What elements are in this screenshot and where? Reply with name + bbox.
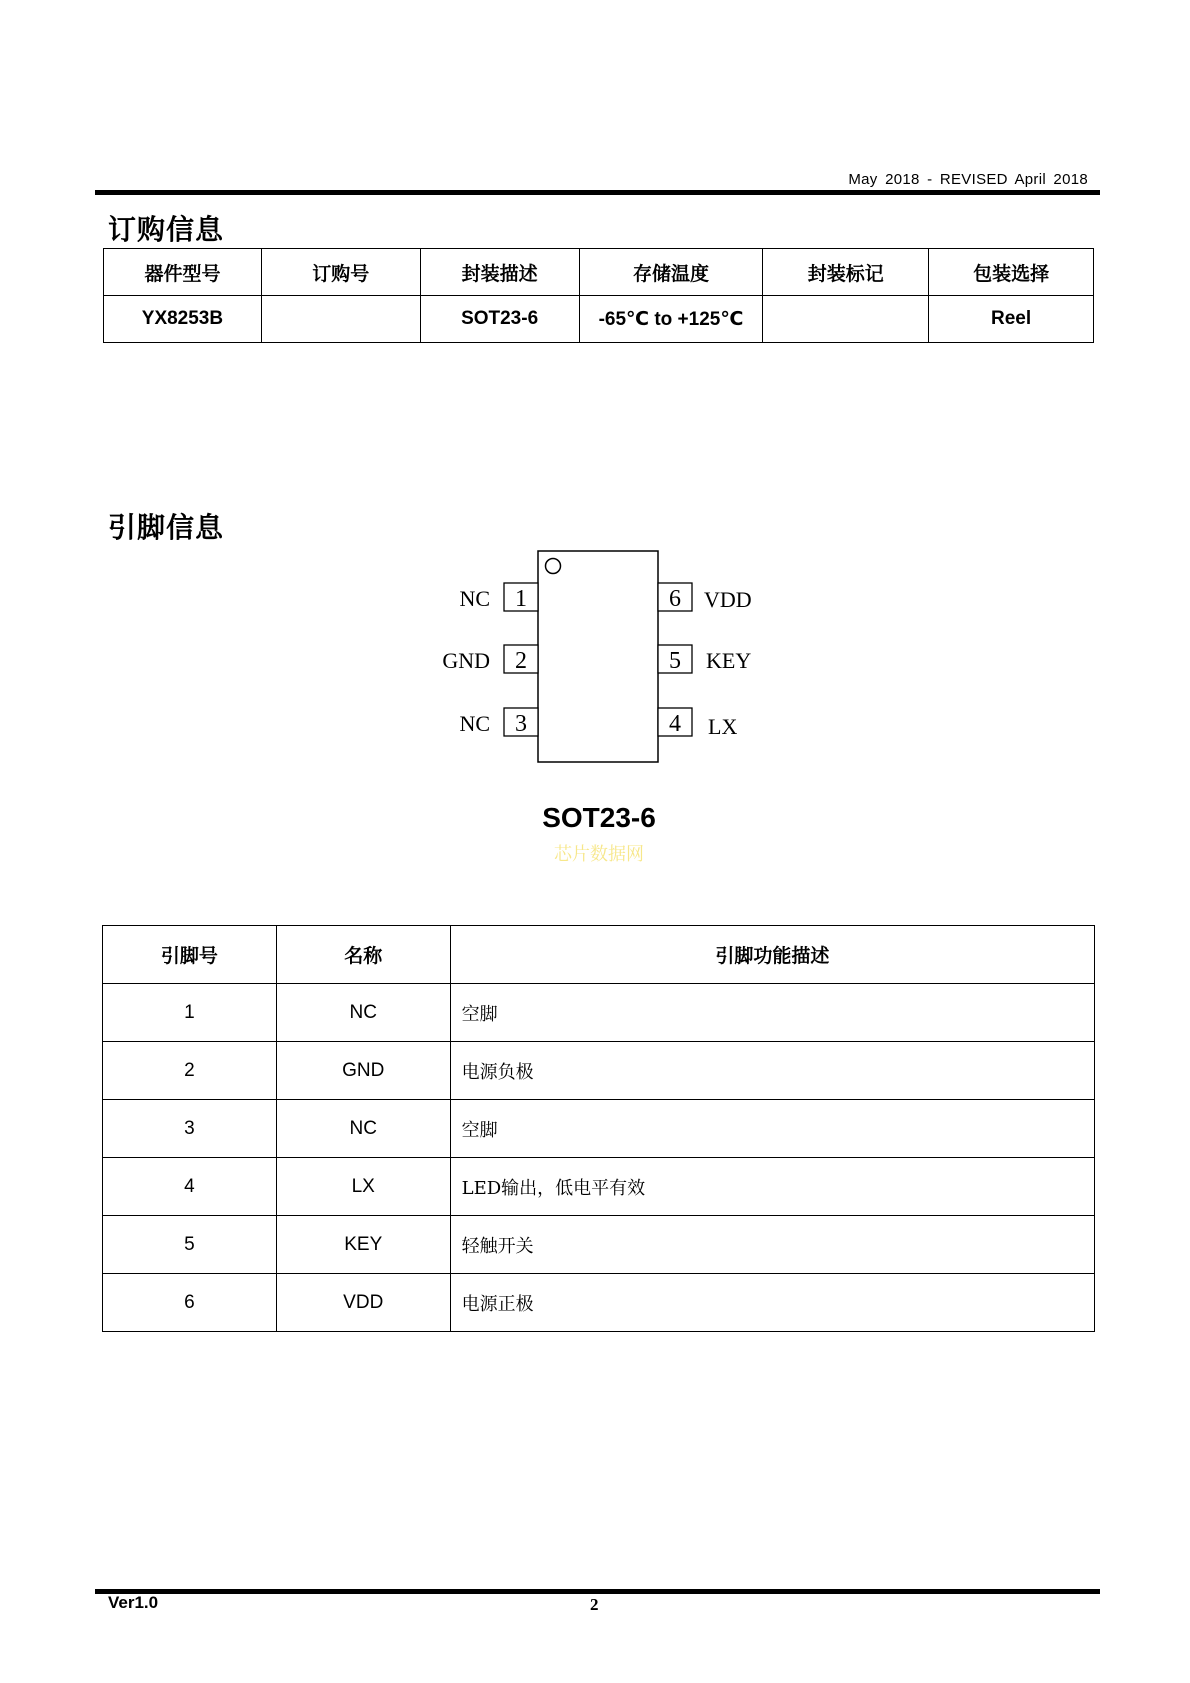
- table-row: [103, 984, 1095, 1042]
- pin-number: 2: [515, 648, 527, 674]
- pin-number: 5: [669, 648, 681, 674]
- pin-number: 4: [669, 711, 681, 737]
- pin-number-cell: 4: [103, 1158, 277, 1216]
- pin-function-cell: LED输出，低电平有效: [450, 1158, 1094, 1216]
- ordering-title: 订购信息: [108, 213, 225, 246]
- pin-number-cell: 3: [103, 1100, 277, 1158]
- pins-title: 引脚信息: [108, 511, 225, 544]
- pin-5: [658, 645, 751, 674]
- pin-2: [442, 645, 538, 674]
- page-number: 2: [590, 1595, 599, 1614]
- pin-number: 6: [669, 586, 681, 612]
- pin-name-cell: NC: [276, 984, 450, 1042]
- pin-function-cell: 空脚: [450, 984, 1094, 1042]
- pin-name: KEY: [706, 648, 752, 673]
- pin-name-cell: KEY: [276, 1216, 450, 1274]
- package-body: [538, 551, 658, 762]
- ordering-col-packing: 包装选择: [929, 249, 1094, 296]
- pin-number: 1: [515, 586, 527, 612]
- ordering-cell-packing: Reel: [929, 296, 1094, 343]
- table-row: [103, 1158, 1095, 1216]
- pin-number-cell: 5: [103, 1216, 277, 1274]
- ordering-col-marking: 封装标记: [763, 249, 929, 296]
- table-row: [103, 1100, 1095, 1158]
- footer-version: Ver1.0: [108, 1593, 159, 1612]
- ordering-cell-package: SOT23-6: [420, 296, 579, 343]
- table-row: [103, 1216, 1095, 1274]
- pin-number: 3: [515, 711, 527, 737]
- pin-col-name: 名称: [276, 926, 450, 984]
- ordering-cell-storage-temp: -65℃ to +125℃: [579, 296, 763, 343]
- pin-table-header-row: [103, 926, 1095, 984]
- pin-name: NC: [459, 586, 490, 611]
- ordering-col-order-no: 订购号: [261, 249, 420, 296]
- pin-name-cell: NC: [276, 1100, 450, 1158]
- footer-rule: [95, 1589, 1100, 1594]
- pin-col-function: 引脚功能描述: [450, 926, 1094, 984]
- header-date: May 2018 - REVISED April 2018: [848, 171, 1088, 188]
- pin-3: [459, 708, 538, 737]
- pin-1: [459, 583, 538, 612]
- watermark: 芯片数据网: [554, 844, 644, 865]
- pin-function-cell: 空脚: [450, 1100, 1094, 1158]
- pin-name-cell: VDD: [276, 1274, 450, 1332]
- pin-name: VDD: [704, 587, 752, 612]
- ordering-col-package: 封装描述: [420, 249, 579, 296]
- pin-function-cell: 轻触开关: [450, 1216, 1094, 1274]
- package-caption: SOT23-6: [542, 802, 656, 833]
- pin-description-table: [102, 925, 1095, 1332]
- pin-number-cell: 2: [103, 1042, 277, 1100]
- pin-function-cell: 电源负极: [450, 1042, 1094, 1100]
- pin-name: GND: [442, 648, 490, 673]
- pin-6: [658, 583, 752, 612]
- table-row: [103, 1042, 1095, 1100]
- pin-name-cell: LX: [276, 1158, 450, 1216]
- pin-name: LX: [708, 714, 738, 739]
- table-row: [103, 1274, 1095, 1332]
- pin-col-number: 引脚号: [103, 926, 277, 984]
- pin-4: [658, 708, 737, 739]
- ordering-col-storage-temp: 存储温度: [579, 249, 763, 296]
- ordering-cell-part: YX8253B: [104, 296, 262, 343]
- pin-function-cell: 电源正极: [450, 1274, 1094, 1332]
- ordering-col-part: 器件型号: [104, 249, 262, 296]
- pin-name: NC: [459, 711, 490, 736]
- pin-number-cell: 1: [103, 984, 277, 1042]
- pin-number-cell: 6: [103, 1274, 277, 1332]
- sot23-6-pinout-diagram: [0, 0, 1190, 800]
- pin-name-cell: GND: [276, 1042, 450, 1100]
